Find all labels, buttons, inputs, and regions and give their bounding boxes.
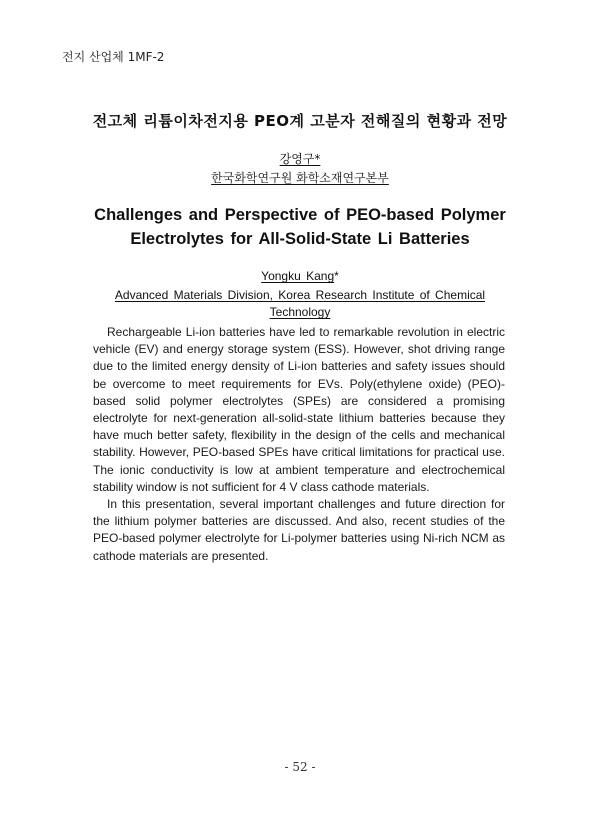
korean-affiliation-text: 한국화학연구원 화학소재연구본부 [211,171,389,185]
session-code: 전지 산업체 1MF-2 [62,50,165,64]
corresponding-author-mark: * [334,269,339,283]
page-number: - 52 - [284,760,316,774]
abstract-paragraph-2: In this presentation, several important challenges and future direction for the lithium polymer batteries are discussed. And also, recent studies of the PEO-based polymer electrolyte for Li-polymer batteries using Ni-rich NCM as cathode materials are presented. [93,497,505,563]
english-author-name: Yongku Kang [261,269,335,283]
korean-affiliation [0,169,600,186]
english-affiliation-line-2: Technology [269,305,331,319]
korean-title: 전고체 리튬이차전지용 PEO계 고분자 전해질의 현황과 전망 [92,112,508,130]
korean-author-name: 강영구* [279,152,321,166]
english-affiliation [110,287,490,321]
english-author [0,269,600,283]
english-title-line-1: Challenges and Perspective of PEO-based Polymer [94,206,506,224]
abstract-body [93,324,505,565]
english-title-line-2: Electrolytes for All-Solid-State Li Batteries [130,230,470,248]
english-affiliation-line-1: Advanced Materials Division, Korea Research Institute of Chemical [114,288,486,302]
abstract-paragraph-1: Rechargeable Li-ion batteries have led to remarkable revolution in electric vehicle (EV) and energy storage system (ESS). However, shot driving range due to the limited energy density of Li-ion batteries and safety issues should be overcome to meet requirements for EVs. Poly(ethylene oxide) (PEO)-based solid polymer electrolytes (SPEs) are considered a promising electrolyte for next-generation all-solid-state lithium batteries because they have much better safety, flexibility in the design of the cells and mechanical stability. However, PEO-based SPEs have critical limitations for practical use. The ionic conductivity is low at ambient temperature and electrochemical stability window is not sufficient for 4 V class cathode materials. [93,325,505,494]
korean-author [0,150,600,167]
english-title [0,203,600,251]
